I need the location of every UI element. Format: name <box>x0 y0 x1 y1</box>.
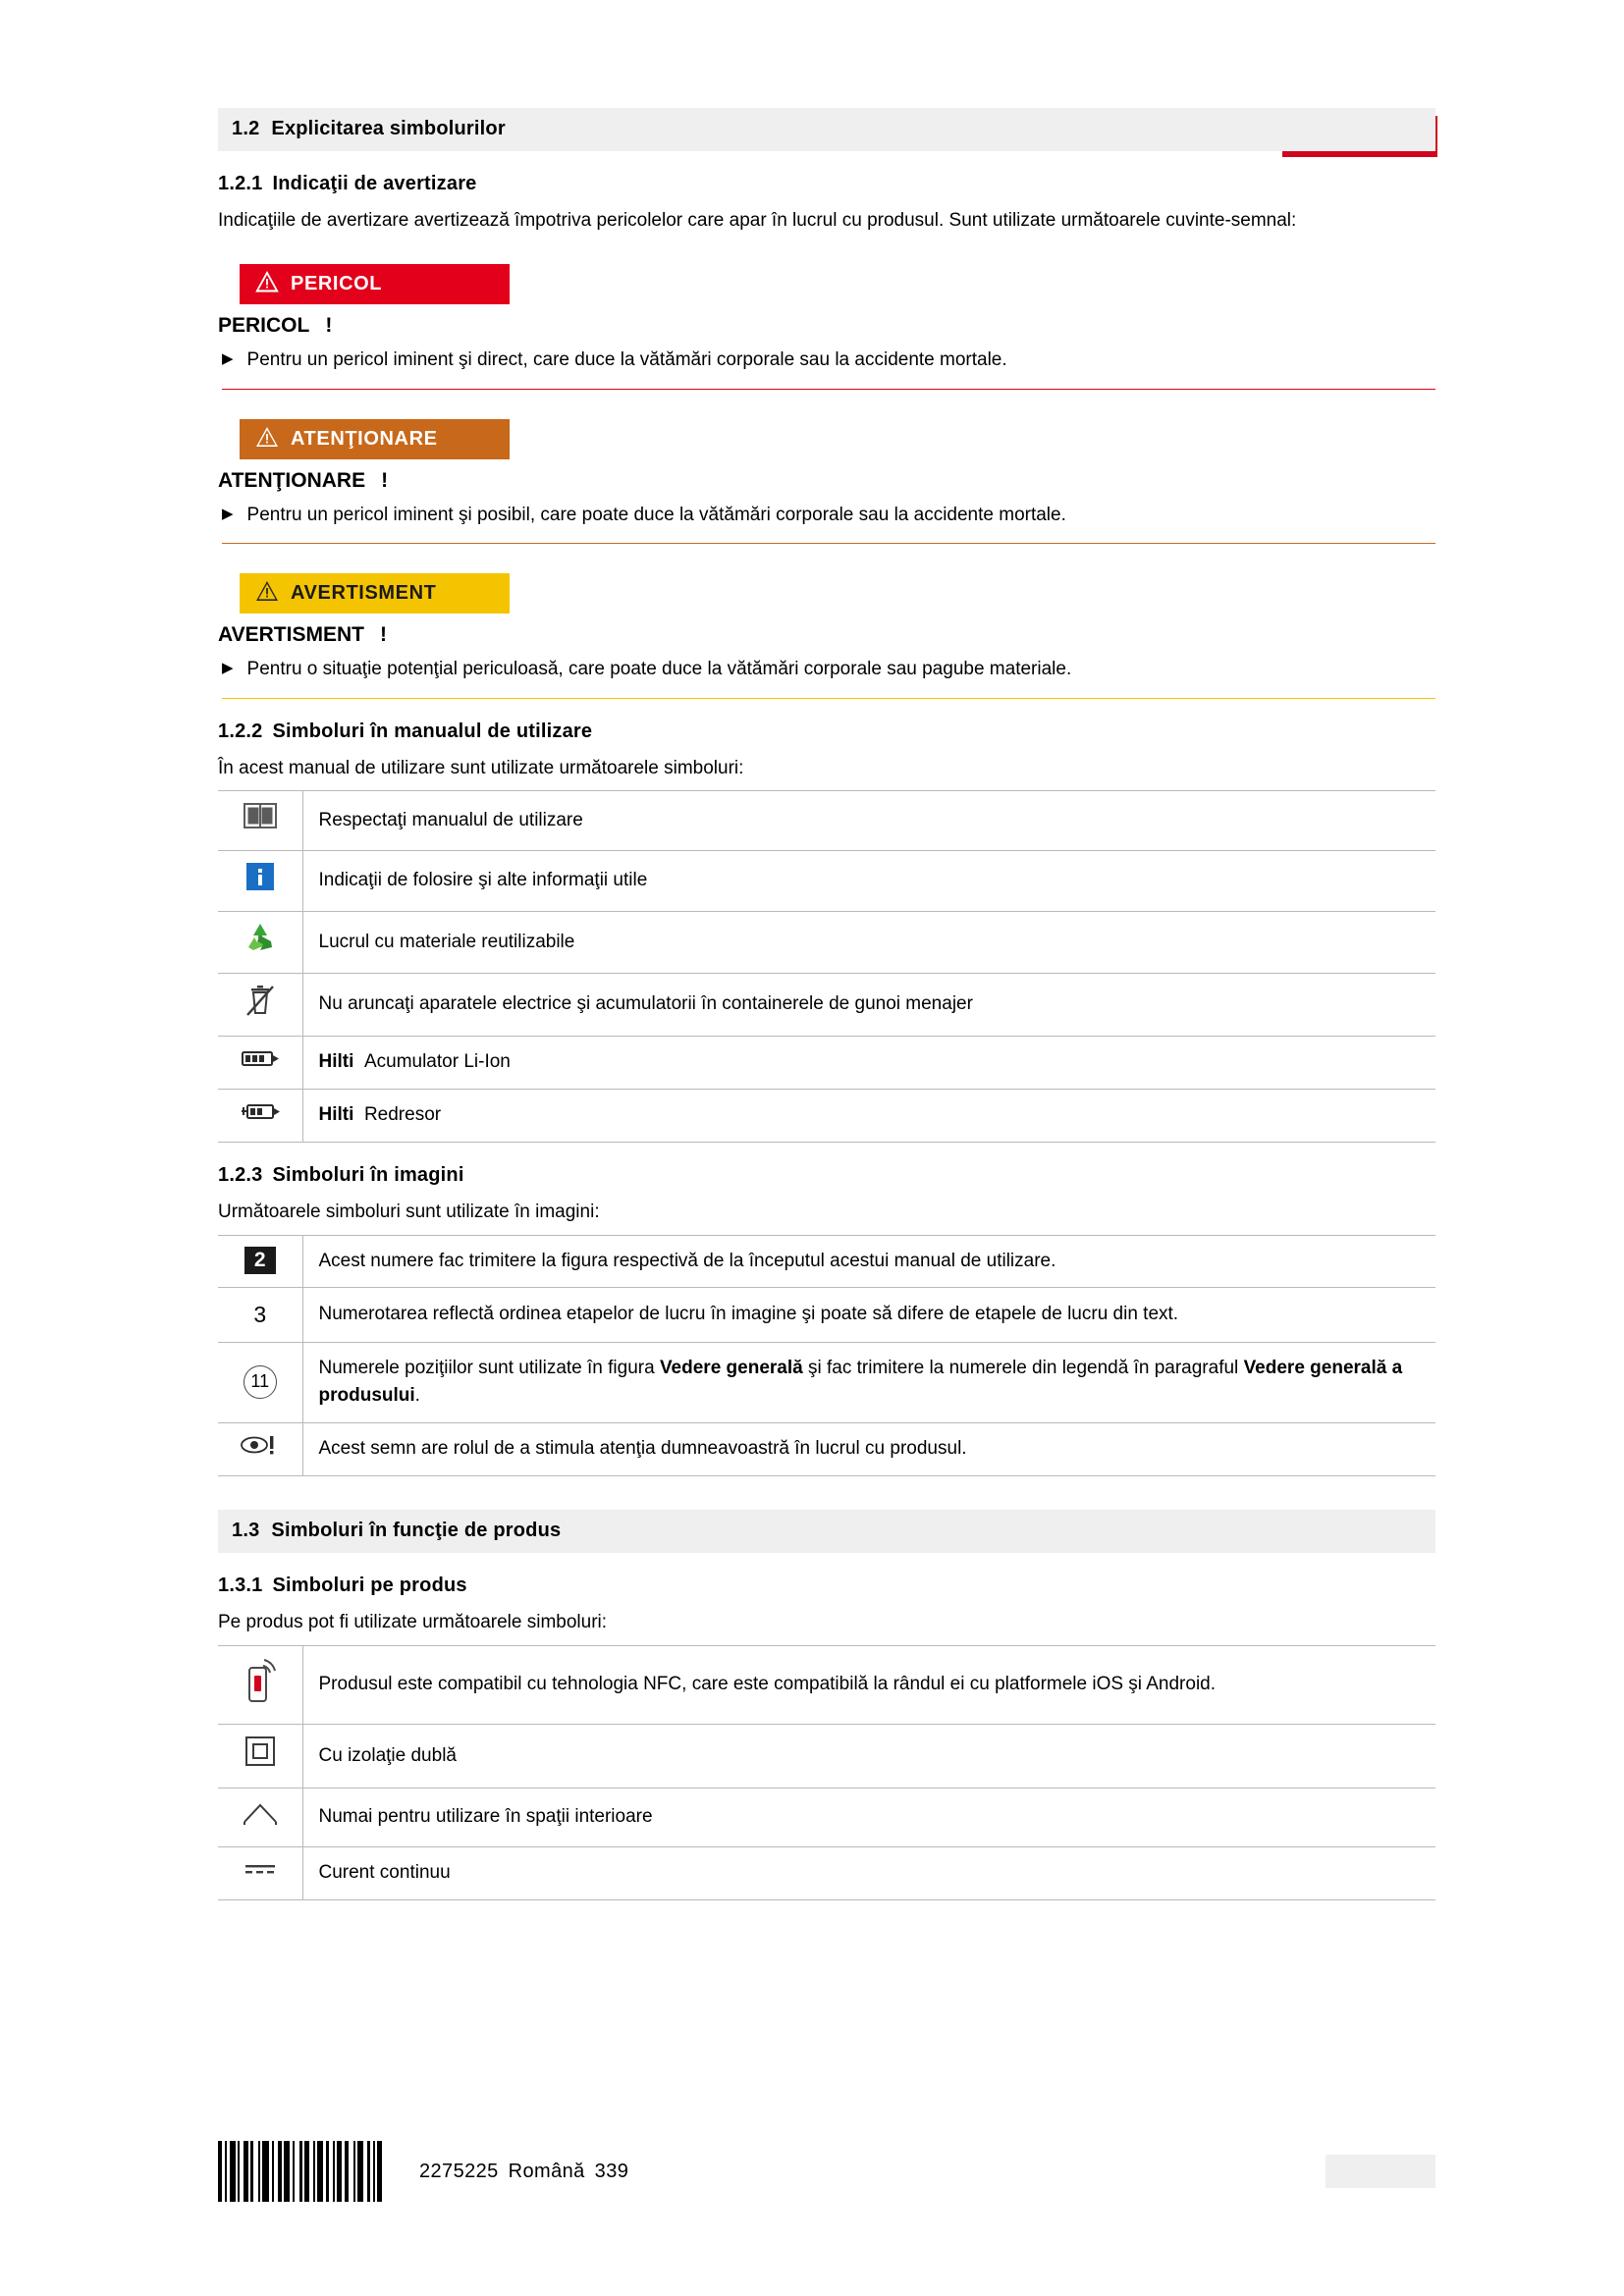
table-row <box>218 1089 1435 1143</box>
signal-block-pericol <box>218 264 1435 390</box>
section-number: 1.2.2 <box>218 720 263 742</box>
signal-name-bang: ! <box>379 623 387 647</box>
section-1-3-1-intro: Pe produs pot fi utilizate următoarele simboluri: <box>218 1612 608 1633</box>
section-number: 1.3.1 <box>218 1575 263 1597</box>
signal-name-bang: ! <box>325 314 333 338</box>
section-title: Simboluri în funcţie de produs <box>271 1520 562 1542</box>
section-1-2-1-intro: Indicaţiile de avertizare avertizează împotriva pericolelor care apar în lucrul cu produsul. Sunt utilizate următoarele cuvinte-semnal: <box>218 210 1297 231</box>
symbol-text-bold-2: Vedere generală a produsului <box>318 1357 1403 1407</box>
symbol-text-part-1: Numerele poziţiilor sunt utilizate în figura <box>318 1357 660 1378</box>
section-number: 1.2.1 <box>218 173 263 194</box>
signal-name-avertisment <box>218 623 1435 647</box>
symbol-brand: Hilti <box>318 1051 354 1073</box>
symbol-description: Acest semn are rolul de a stimula atenţia dumneavoastră în lucrul cu produsul. <box>318 1438 967 1460</box>
nfc-icon <box>218 1645 302 1725</box>
section-heading-1-2 <box>218 108 1435 151</box>
figure-number-label: 2 <box>244 1247 276 1274</box>
table-row <box>218 1235 1435 1288</box>
symbol-description: Nu aruncaţi aparatele electrice şi acumulatorii în containerele de gunoi menajer <box>318 993 973 1015</box>
image-symbols-table <box>218 1235 1435 1477</box>
warning-triangle-icon <box>255 271 279 297</box>
section-title: Indicaţii de avertizare <box>272 173 477 194</box>
signal-description: Pentru un pericol iminent şi posibil, care poate duce la vătămări corporale sau la accidente mortale. <box>246 504 1066 525</box>
double-insulation-icon <box>218 1725 302 1789</box>
symbol-description <box>302 1342 1435 1422</box>
manual-symbols-table <box>218 790 1435 1143</box>
section-1-2-3-intro: Următoarele simboluri sunt utilizate în imagini: <box>218 1201 600 1223</box>
symbol-description <box>302 1089 1435 1143</box>
section-heading-1-2-2 <box>218 721 1435 743</box>
symbol-text: Acumulator Li-Ion <box>363 1051 511 1073</box>
open-book-icon <box>218 791 302 851</box>
section-number: 1.2 <box>232 118 260 139</box>
signal-tag-pericol <box>240 264 510 304</box>
table-row <box>218 912 1435 974</box>
table-row <box>218 1288 1435 1343</box>
footer-language: Română <box>508 2160 585 2182</box>
section-heading-1-2-3 <box>218 1164 1435 1187</box>
section-heading-1-3 <box>218 1510 1435 1553</box>
table-row <box>218 973 1435 1037</box>
indoor-use-icon <box>218 1788 302 1847</box>
table-row <box>218 791 1435 851</box>
signal-name-text: ATENŢIONARE <box>218 468 366 492</box>
symbol-text-part-3: . <box>414 1385 420 1407</box>
symbol-description: Respectaţi manualul de utilizare <box>318 809 583 830</box>
signal-name-atentionare <box>218 469 1435 493</box>
warning-triangle-icon <box>255 426 279 453</box>
signal-tag-label: ATENŢIONARE <box>291 427 438 450</box>
signal-tag-label: AVERTISMENT <box>291 582 437 605</box>
position-number-label: 11 <box>244 1365 277 1399</box>
triangle-bullet-icon: ▶ <box>222 350 234 368</box>
section-title: Simboluri în manualul de utilizare <box>272 720 593 742</box>
symbol-text-part-2: şi fac trimitere la numerele din legendă în paragraful <box>802 1357 1244 1378</box>
symbol-text-bold-1: Vedere generală <box>659 1357 803 1378</box>
no-waste-bin-icon <box>218 973 302 1037</box>
symbol-description: Acest numere fac trimitere la figura respectivă de la începutul acestui manual de utilizare. <box>318 1250 1056 1271</box>
signal-block-atentionare <box>218 419 1435 545</box>
symbol-description: Curent continuu <box>318 1862 451 1884</box>
figure-number-box-icon <box>218 1235 302 1288</box>
product-symbols-table <box>218 1645 1435 1900</box>
symbol-description: Cu izolaţie dublă <box>318 1744 457 1766</box>
footer-doc-number: 2275225 <box>419 2160 499 2182</box>
signal-description: Pentru un pericol iminent şi direct, care duce la vătămări corporale sau la accidente mortale. <box>246 349 1007 371</box>
step-number-icon <box>218 1288 302 1343</box>
signal-text-pericol <box>222 347 1435 390</box>
position-number-circle-icon <box>218 1342 302 1422</box>
table-row <box>218 1645 1435 1725</box>
signal-tag-atentionare <box>240 419 510 459</box>
triangle-bullet-icon: ▶ <box>222 660 234 677</box>
symbol-description <box>302 1037 1435 1090</box>
barcode <box>218 2141 382 2202</box>
section-number: 1.3 <box>232 1520 260 1542</box>
symbol-description: Numai pentru utilizare în spaţii interioare <box>318 1806 653 1828</box>
signal-name-text: PERICOL <box>218 314 310 338</box>
symbol-description: Produsul este compatibil cu tehnologia NFC, care este compatibilă la rândul ei cu platformele iOS şi Android. <box>318 1674 1217 1695</box>
charger-icon <box>218 1089 302 1143</box>
info-icon <box>218 850 302 912</box>
signal-name-text: AVERTISMENT <box>218 623 364 647</box>
direct-current-icon <box>218 1847 302 1900</box>
table-row <box>218 1725 1435 1789</box>
symbol-description: Numerotarea reflectă ordinea etapelor de lucru în imagine şi poate să difere de etapele de lucru din text. <box>318 1304 1179 1325</box>
footer-page-number: 339 <box>594 2160 629 2182</box>
signal-tag-label: PERICOL <box>291 273 383 295</box>
step-number-label: 3 <box>253 1302 267 1328</box>
symbol-text: Redresor <box>363 1104 442 1126</box>
battery-icon <box>218 1037 302 1090</box>
signal-text-avertisment <box>222 656 1435 699</box>
footer-text <box>419 2161 628 2183</box>
table-row <box>218 1847 1435 1900</box>
section-title: Simboluri pe produs <box>272 1575 467 1597</box>
attention-eye-icon <box>218 1422 302 1476</box>
signal-block-avertisment <box>218 573 1435 699</box>
footer-placeholder-box <box>1326 2155 1435 2188</box>
table-row <box>218 1422 1435 1476</box>
page-content <box>218 108 1435 1906</box>
warning-triangle-icon <box>255 580 279 607</box>
section-number: 1.2.3 <box>218 1164 263 1187</box>
table-row <box>218 850 1435 912</box>
page-footer <box>218 2141 1435 2202</box>
signal-name-pericol <box>218 314 1435 338</box>
table-row <box>218 1342 1435 1422</box>
section-heading-1-2-1 <box>218 173 1435 195</box>
triangle-bullet-icon: ▶ <box>222 505 234 522</box>
section-1-2-2-intro: În acest manual de utilizare sunt utilizate următoarele simboluri: <box>218 757 744 778</box>
signal-description: Pentru o situaţie potenţial periculoasă, care poate duce la vătămări corporale sau pagube materiale. <box>246 659 1072 680</box>
table-row <box>218 1788 1435 1847</box>
symbol-brand: Hilti <box>318 1104 354 1126</box>
signal-name-bang: ! <box>381 468 389 492</box>
signal-text-atentionare <box>222 502 1435 545</box>
symbol-description: Lucrul cu materiale reutilizabile <box>318 931 575 952</box>
recycling-icon <box>218 912 302 974</box>
signal-tag-avertisment <box>240 573 510 614</box>
section-heading-1-3-1 <box>218 1575 1435 1597</box>
section-title: Simboluri în imagini <box>272 1164 464 1187</box>
table-row <box>218 1037 1435 1090</box>
symbol-description: Indicaţii de folosire şi alte informaţii utile <box>318 870 648 891</box>
section-title: Explicitarea simbolurilor <box>271 118 506 139</box>
